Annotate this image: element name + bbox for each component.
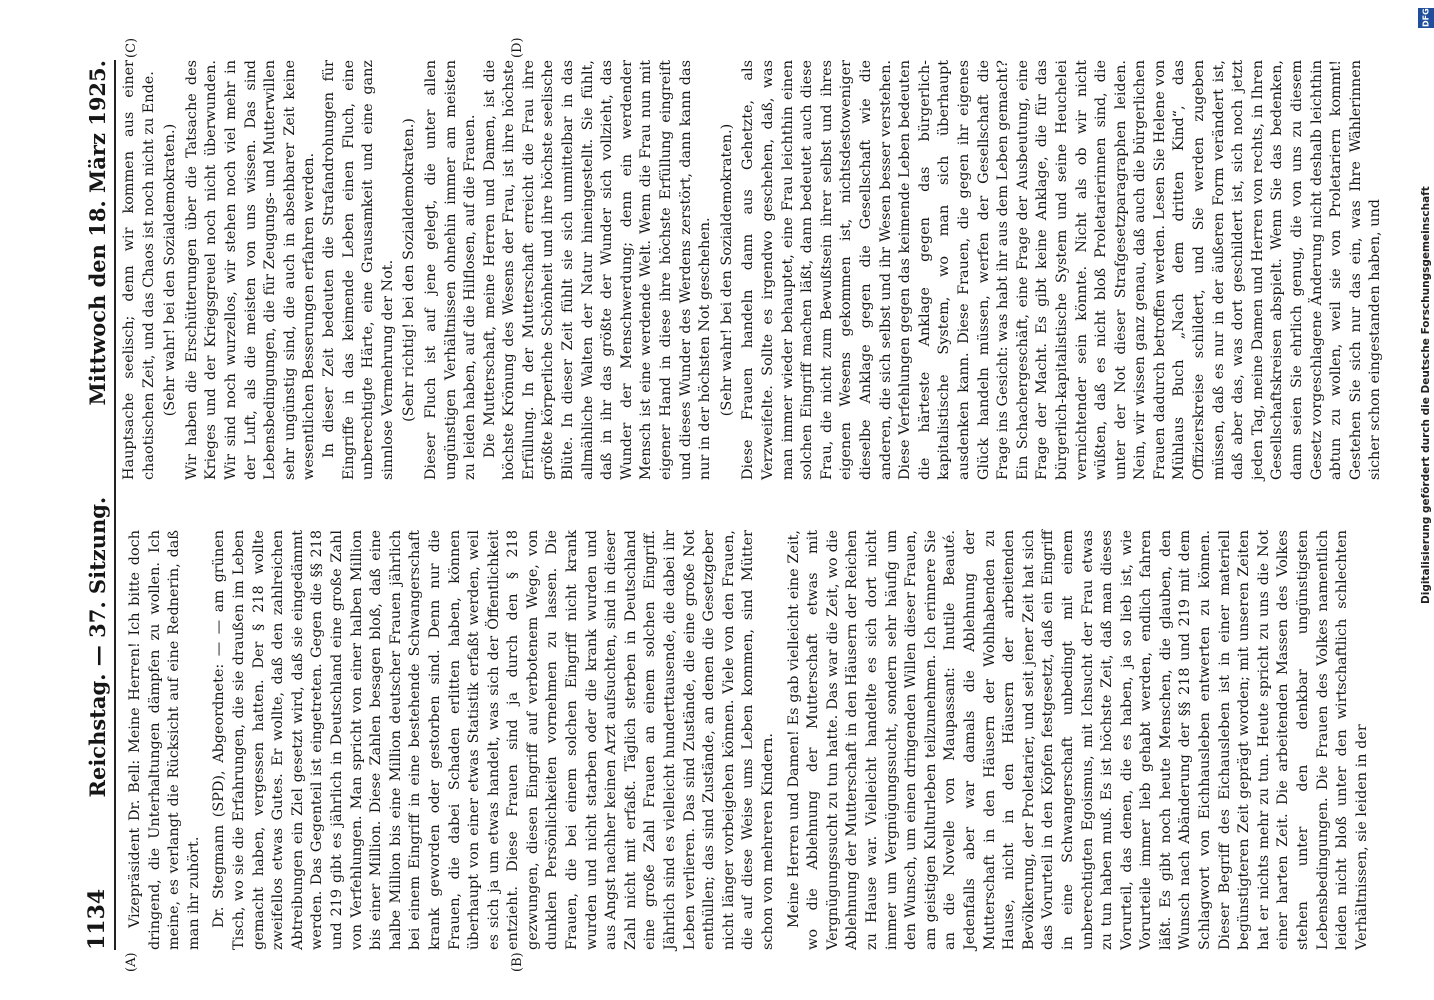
- paragraph: (Sehr wahr! bei den Sozialdemokraten.): [718, 123, 735, 417]
- funding-credit: Digitalisierung gefördert durch die Deutsche Forschungsgemeinschaft: [1420, 186, 1432, 604]
- session-title: Reichstag. — 37. Sitzung.: [85, 496, 110, 798]
- margin-mark-c: (C): [124, 37, 139, 58]
- page-header: [80, 60, 110, 950]
- text-column-left: [120, 530, 1372, 950]
- dfg-logo: DFG: [1418, 8, 1434, 28]
- text-column-right: [120, 60, 1386, 480]
- paragraph: (Sehr wahr! bei den Sozialdemokraten.): [162, 123, 179, 417]
- paragraph: Vizepräsident Dr. Bell: Meine Herren! Ich bitte doch dringend, die Unterhaltungen dämpfen zu wollen. Ich meine, es verlangt die Rücksicht auf eine Rednerin, daß man ihr zuhört.: [127, 530, 202, 950]
- paragraph: Wir haben die Erschütterungen über die Tatsache des Krieges und der Kriegsgreuel noch nicht überwunden. Wir sind noch wurzellos, wir stehen noch viel mehr in der Luft, als die meisten von uns wissen. Das sind Lebensbedingungen, die für Zeugungs- und Mutterwillen sehr ungünstig sind, die auch in absehbarer Zeit keine wesentlichen Besserungen erfahren werden.: [183, 60, 318, 480]
- paragraph: Dr. Stegmann (SPD), Abgeordnete: — — am grünen Tisch, wo sie die Erfahrungen, die sie draußen im Leben gemacht haben, vergessen hatten. Der § 218 wollte zweifellos etwas Gutes. Er wollte, daß den zahlreichen Abtreibungen ein Ziel gesetzt wird, daß sie eingedämmt werden. Das Gegenteil ist eingetreten. Gegen die §§ 218 und 219 gibt es jährlich in Deutschland eine große Zahl von Verfehlungen. Man spricht von einer halben Million bis einer Million. Diese Zahlen besagen bloß, daß eine halbe Million bis eine Million deutscher Frauen jährlich bei einem Eingriff in eine bestehende Schwangerschaft krank geworden oder gestorben sind. Denn nur die Frauen, die dabei Schaden erlitten haben, können überhaupt von einer etwas Statistik erfaßt werden, weil es sich ja um etwas handelt, was sich der Öffentlichkeit entzieht. Diese Frauen sind ja durch den § 218 gezwungen, diesen Eingriff auf verbotenem Wege, von dunklen Persönlichkeiten vornehmen zu lassen. Die Frauen, die bei einem solchen Eingriff nicht krank wurden und nicht starben oder die krank wurden und aus Angst nachher keinen Arzt aufsuchten, sind in dieser Zahl nicht mit erfaßt. Täglich sterben in Deutschland eine große Zahl Frauen an einem solchen Eingriff. Jährlich sind es vielleicht hunderttausende, die dabei ihr Leben verlieren. Das sind Zustände, die eine große Not enthüllen; das sind Zustände, an denen die Gesetzgeber nicht länger vorbeigehen können. Viele von den Frauen, die auf diese Weise ums Leben kommen, sind Mütter schon von mehreren Kindern.: [211, 530, 776, 950]
- margin-mark-a: (A): [124, 952, 139, 972]
- paragraph: Meine Herren und Damen! Es gab vielleicht eine Zeit, wo die Ablehnung der Mutterschaft etwas mit Vergnügungssucht zu tun hatte. Das war die Zeit, wo die Ablehnung der Mutterschaft in den Häusern der Reichen zu Hause war. Vielleicht handelte es sich dort nicht immer um Vergnügungssucht, sondern sehr häufig um den Wunsch, um einen dringenden Willen dieser Frauen, am geistigen Kulturleben teilzunehmen. Ich erinnere Sie an die Novelle von Maupassant: Inutile Beauté. Jedenfalls aber war damals die Ablehnung der Mutterschaft in den Häusern der Wohlhabenden zu Hause, nicht in den Häusern der arbeitenden Bevölkerung, der Proletarier, und seit jener Zeit hat sich das Vorurteil in den Köpfen festgesetzt, daß ein Eingriff in eine Schwangerschaft unbedingt mit einem unberechtigten Egoismus, mit Ichsucht der Frau etwas zu tun haben muß. Es ist höchste Zeit, daß man dieses Vorurteil, das denen, die es haben, ja so lieb ist, wie Vorurteile immer lieb gehabt werden, endlich fahren läßt. Es gibt noch heute Menschen, die glauben, den Wunsch nach Abänderung der §§ 218 und 219 mit dem Schlagwort von Eichhausleben entwerten zu können. Dieser Begriff des Eichausleben ist in einer materiell begünstigteren Zeit geprägt worden; mit unseren Zeiten hat er nichts mehr zu tun. Heute spricht zu uns die Not einer harten Zeit. Die arbeitenden Massen des Volkes stehen unter den denkbar ungünstigsten Lebensbedingungen. Die Frauen des Volkes namentlich leiden nicht bloß unter den wirtschaftlich schlechten Verhältnissen, sie leiden in der: [785, 530, 1370, 950]
- paragraph: (Sehr richtig! bei den Sozialdemokraten.): [401, 118, 418, 422]
- paragraph: Dieser Fluch ist auf jene gelegt, die unter allen ungünstigen Verhältnissen ohnehin immer am meisten zu leiden haben, auf die Hilflosen, auf die Frauen.: [422, 60, 479, 480]
- paragraph: Hauptsache seelisch; denn wir kommen aus einer chaotischen Zeit, und das Chaos ist noch nicht zu Ende.: [121, 60, 157, 480]
- margin-mark-b: (B): [510, 952, 525, 972]
- paragraph: In dieser Zeit bedeuten die Strafandrohungen für Eingriffe in das keimende Leben einen Fluch, eine unberechtigte Härte, eine Grausamkeit und eine ganz sinnlose Vermehrung der Not.: [320, 60, 396, 480]
- document-page: [80, 37, 1400, 972]
- paragraph: Die Mutterschaft, meine Herren und Damen, ist die höchste Krönung des Wesens der Frau, ist ihre höchste Erfüllung. In der Mutterschaft erreicht die Frau ihre größte körperliche Schönheit und ihre höchste seelische Blüte. In dieser Zeit fühlt sie sich unmittelbar in das allmähliche Walten der Natur hineingestellt. Sie fühlt, daß in ihr das größte der Wunder sich vollzieht, das Wunder der Menschwerdung; denn ein werdender Mensch ist eine werdende Welt. Wenn die Frau nun mit eigener Hand in diese ihre höchste Erfüllung eingreift und dieses Wunder des Werdens zerstört, dann kann das nur in der höchsten Not geschehen.: [481, 60, 714, 480]
- paragraph: Diese Frauen handeln dann aus Gehetzte, als Verzweifelte. Sollte es irgendwo geschehen, daß, was man immer wieder behauptet, eine Frau leichthin einen solchen Eingriff machen läßt, dann bedeutet auch diese Frau, die nicht zum Bewußtsein ihrer selbst und ihres eigenen Wesens gekommen ist, nichtsdestoweniger dieselbe Anklage gegen die Gesellschaft wie die anderen, die sich selbst und ihr Wesen besser verstehen. Diese Verfehlungen gegen das keimende Leben bedeuten die härteste Anklage gegen das bürgerlich-kapitalistische System, wo man sich überhaupt ausdenken kann. Diese Frauen, die gegen ihr eigenes Glück handeln müssen, werfen der Gesellschaft die Frage ins Gesicht: was habt ihr aus dem Leben gemacht? Ein Schachergeschäft, eine Frage der Ausbeutung, eine Frage der Macht. Es gibt keine Anklage, die für das bürgerlich-kapitalistische System und seine Heuchelei vernichtender sein könnte. Nicht als ob wir nicht wüßten, daß es nicht bloß Proletarierinnen sind, die unter der Not dieser Strafgesetzparagraphen leiden. Nein, wir wissen ganz genau, daß auch die bürgerlichen Frauen dadurch betroffen werden. Lesen Sie Helene von Mühlaus Buch „Nach dem dritten Kind“, das Offizierskreise schildert, und Sie werden zugeben müssen, daß es nur in der äußeren Form verändert ist, daß aber das, was dort geschildert ist, sich noch jetzt jeden Tag, meine Damen und Herren von rechts, in Ihren Gesellschaftskreisen abspielt. Wenn Sie das bedenken, dann seien Sie ehrlich genug, die von uns zu diesem Gesetz vorgeschlagene Änderung nicht deshalb leichthin abtun zu wollen, weil sie von Proletariern kommt! Gestehen Sie sich nur das ein, was Ihre Wählerinnen sicher schon eingestanden haben, und: [740, 60, 1384, 480]
- header-rule: [114, 60, 116, 950]
- digitization-credit-sidebar: [1418, 8, 1434, 608]
- session-date: Mittwoch den 18. März 1925.: [85, 60, 110, 406]
- margin-mark-d: (D): [510, 37, 525, 58]
- page-number: 1134: [84, 888, 110, 950]
